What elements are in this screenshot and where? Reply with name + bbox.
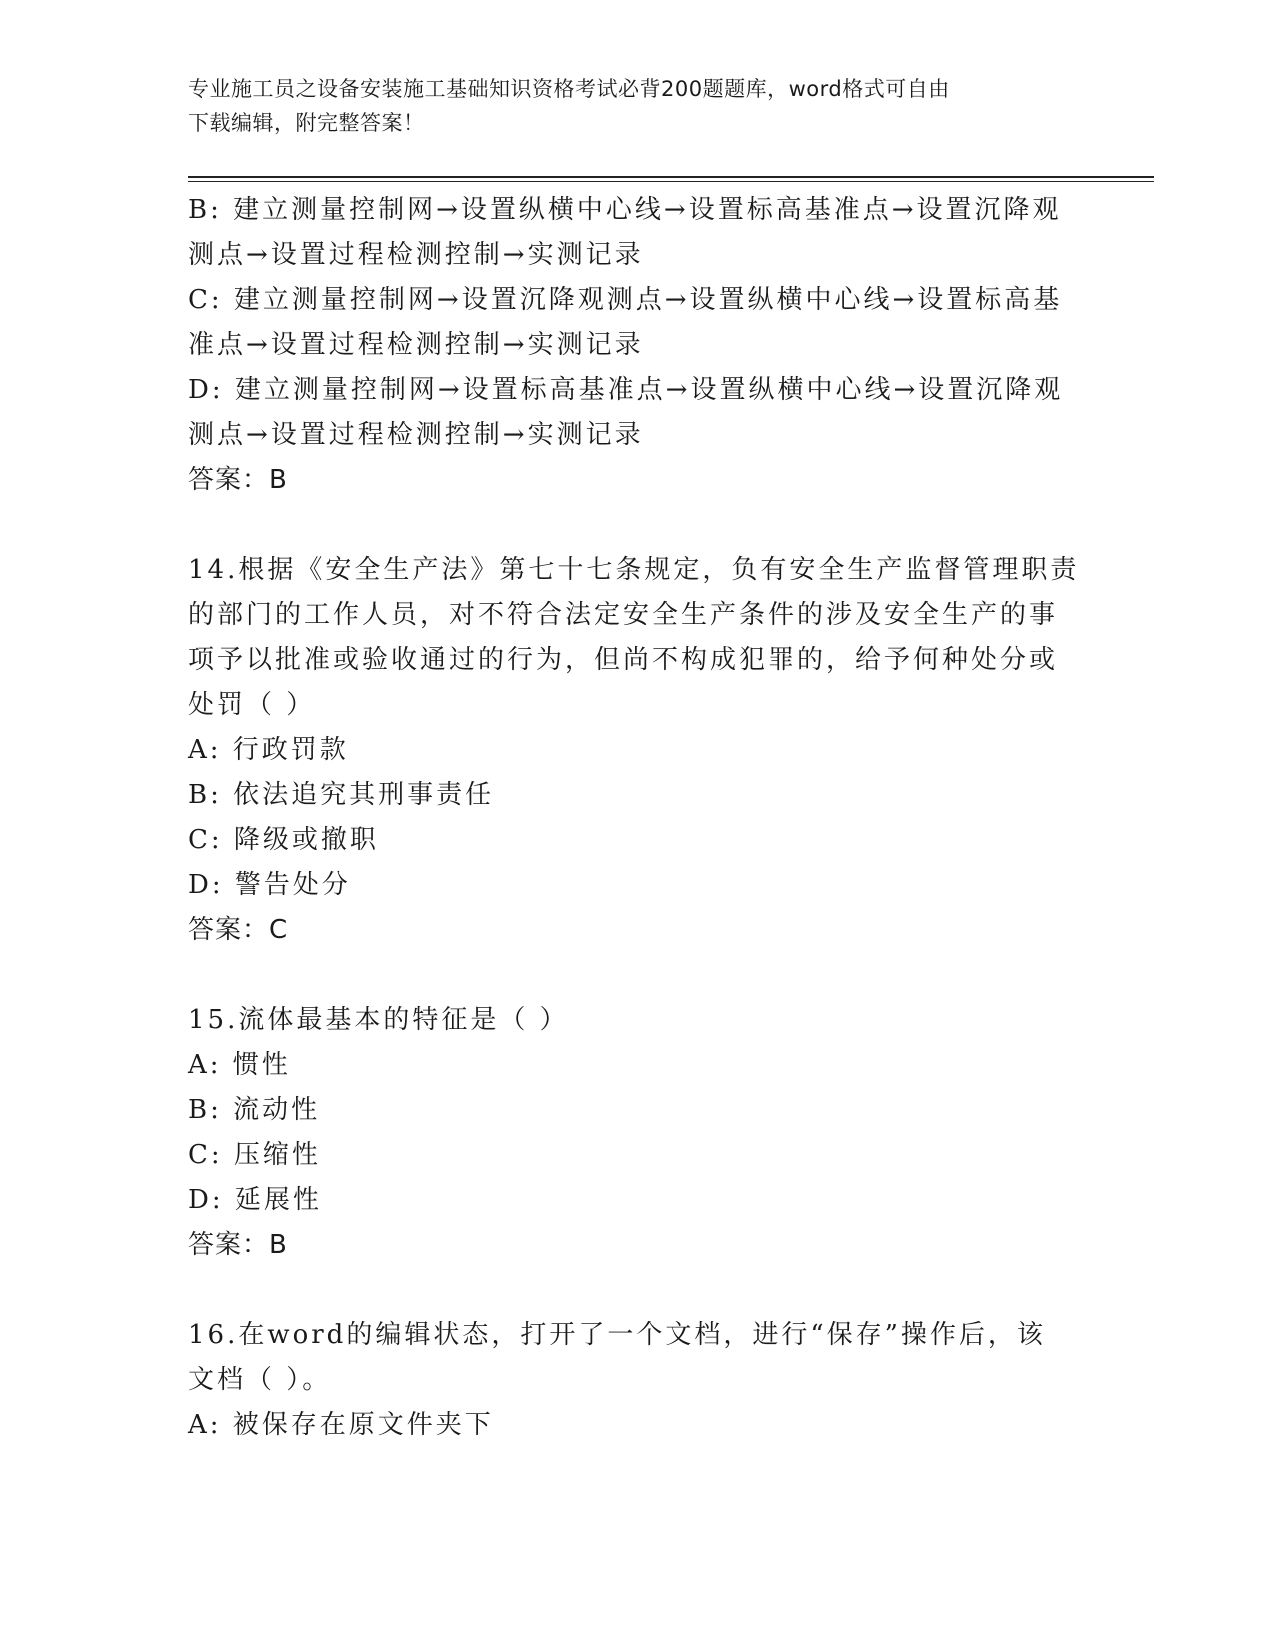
question-stem: 16.在word的编辑状态，打开了一个文档，进行“保存”操作后，该 bbox=[188, 1320, 1046, 1350]
question-16 bbox=[188, 1313, 1088, 1448]
answer: 答案：C bbox=[188, 915, 289, 945]
option-b: B: 依法追究其刑事责任 bbox=[188, 780, 495, 810]
answer: 答案：B bbox=[188, 1230, 288, 1260]
header-rule-thin bbox=[188, 181, 1154, 182]
option-d: D: 延展性 bbox=[188, 1185, 322, 1215]
option-a: A: 被保存在原文件夹下 bbox=[188, 1410, 494, 1440]
document-header bbox=[188, 72, 1068, 140]
question-stem-cont: 的部门的工作人员，对不符合法定安全生产条件的涉及安全生产的事 bbox=[188, 600, 1059, 630]
header-line: 专业施工员之设备安装施工基础知识资格考试必背200题题库，word格式可自由 bbox=[188, 77, 950, 101]
question-stem: 15.流体最基本的特征是（ ） bbox=[188, 1005, 569, 1035]
option-d: D: 建立测量控制网→设置标高基准点→设置纵横中心线→设置沉降观 bbox=[188, 375, 1064, 405]
option-a: A: 行政罚款 bbox=[188, 735, 349, 765]
option-a: A: 惯性 bbox=[188, 1050, 291, 1080]
option-b: B: 建立测量控制网→设置纵横中心线→设置标高基准点→设置沉降观 bbox=[188, 195, 1062, 225]
question-14 bbox=[188, 548, 1088, 953]
question-stem-cont: 文档（ ）。 bbox=[188, 1365, 332, 1395]
option-c: C: 压缩性 bbox=[188, 1140, 321, 1170]
spacer bbox=[188, 1268, 1088, 1313]
spacer bbox=[188, 503, 1088, 548]
question-15 bbox=[188, 998, 1088, 1268]
option-b: B: 流动性 bbox=[188, 1095, 321, 1125]
spacer bbox=[188, 953, 1088, 998]
document-body bbox=[188, 188, 1088, 1448]
option-b-cont: 测点→设置过程检测控制→实测记录 bbox=[188, 240, 644, 270]
question-13 bbox=[188, 188, 1088, 503]
option-d: D: 警告处分 bbox=[188, 870, 351, 900]
option-d-cont: 测点→设置过程检测控制→实测记录 bbox=[188, 420, 644, 450]
header-rule bbox=[188, 176, 1154, 178]
option-c: C: 建立测量控制网→设置沉降观测点→设置纵横中心线→设置标高基 bbox=[188, 285, 1063, 315]
answer: 答案：B bbox=[188, 465, 288, 495]
option-c-cont: 准点→设置过程检测控制→实测记录 bbox=[188, 330, 644, 360]
question-stem: 14.根据《安全生产法》第七十七条规定，负有安全生产监督管理职责 bbox=[188, 555, 1080, 585]
question-stem-cont: 处罚（ ） bbox=[188, 690, 316, 720]
option-c: C: 降级或撤职 bbox=[188, 825, 379, 855]
question-stem-cont: 项予以批准或验收通过的行为，但尚不构成犯罪的，给予何种处分或 bbox=[188, 645, 1059, 675]
header-line: 下载编辑，附完整答案！ bbox=[188, 111, 425, 135]
